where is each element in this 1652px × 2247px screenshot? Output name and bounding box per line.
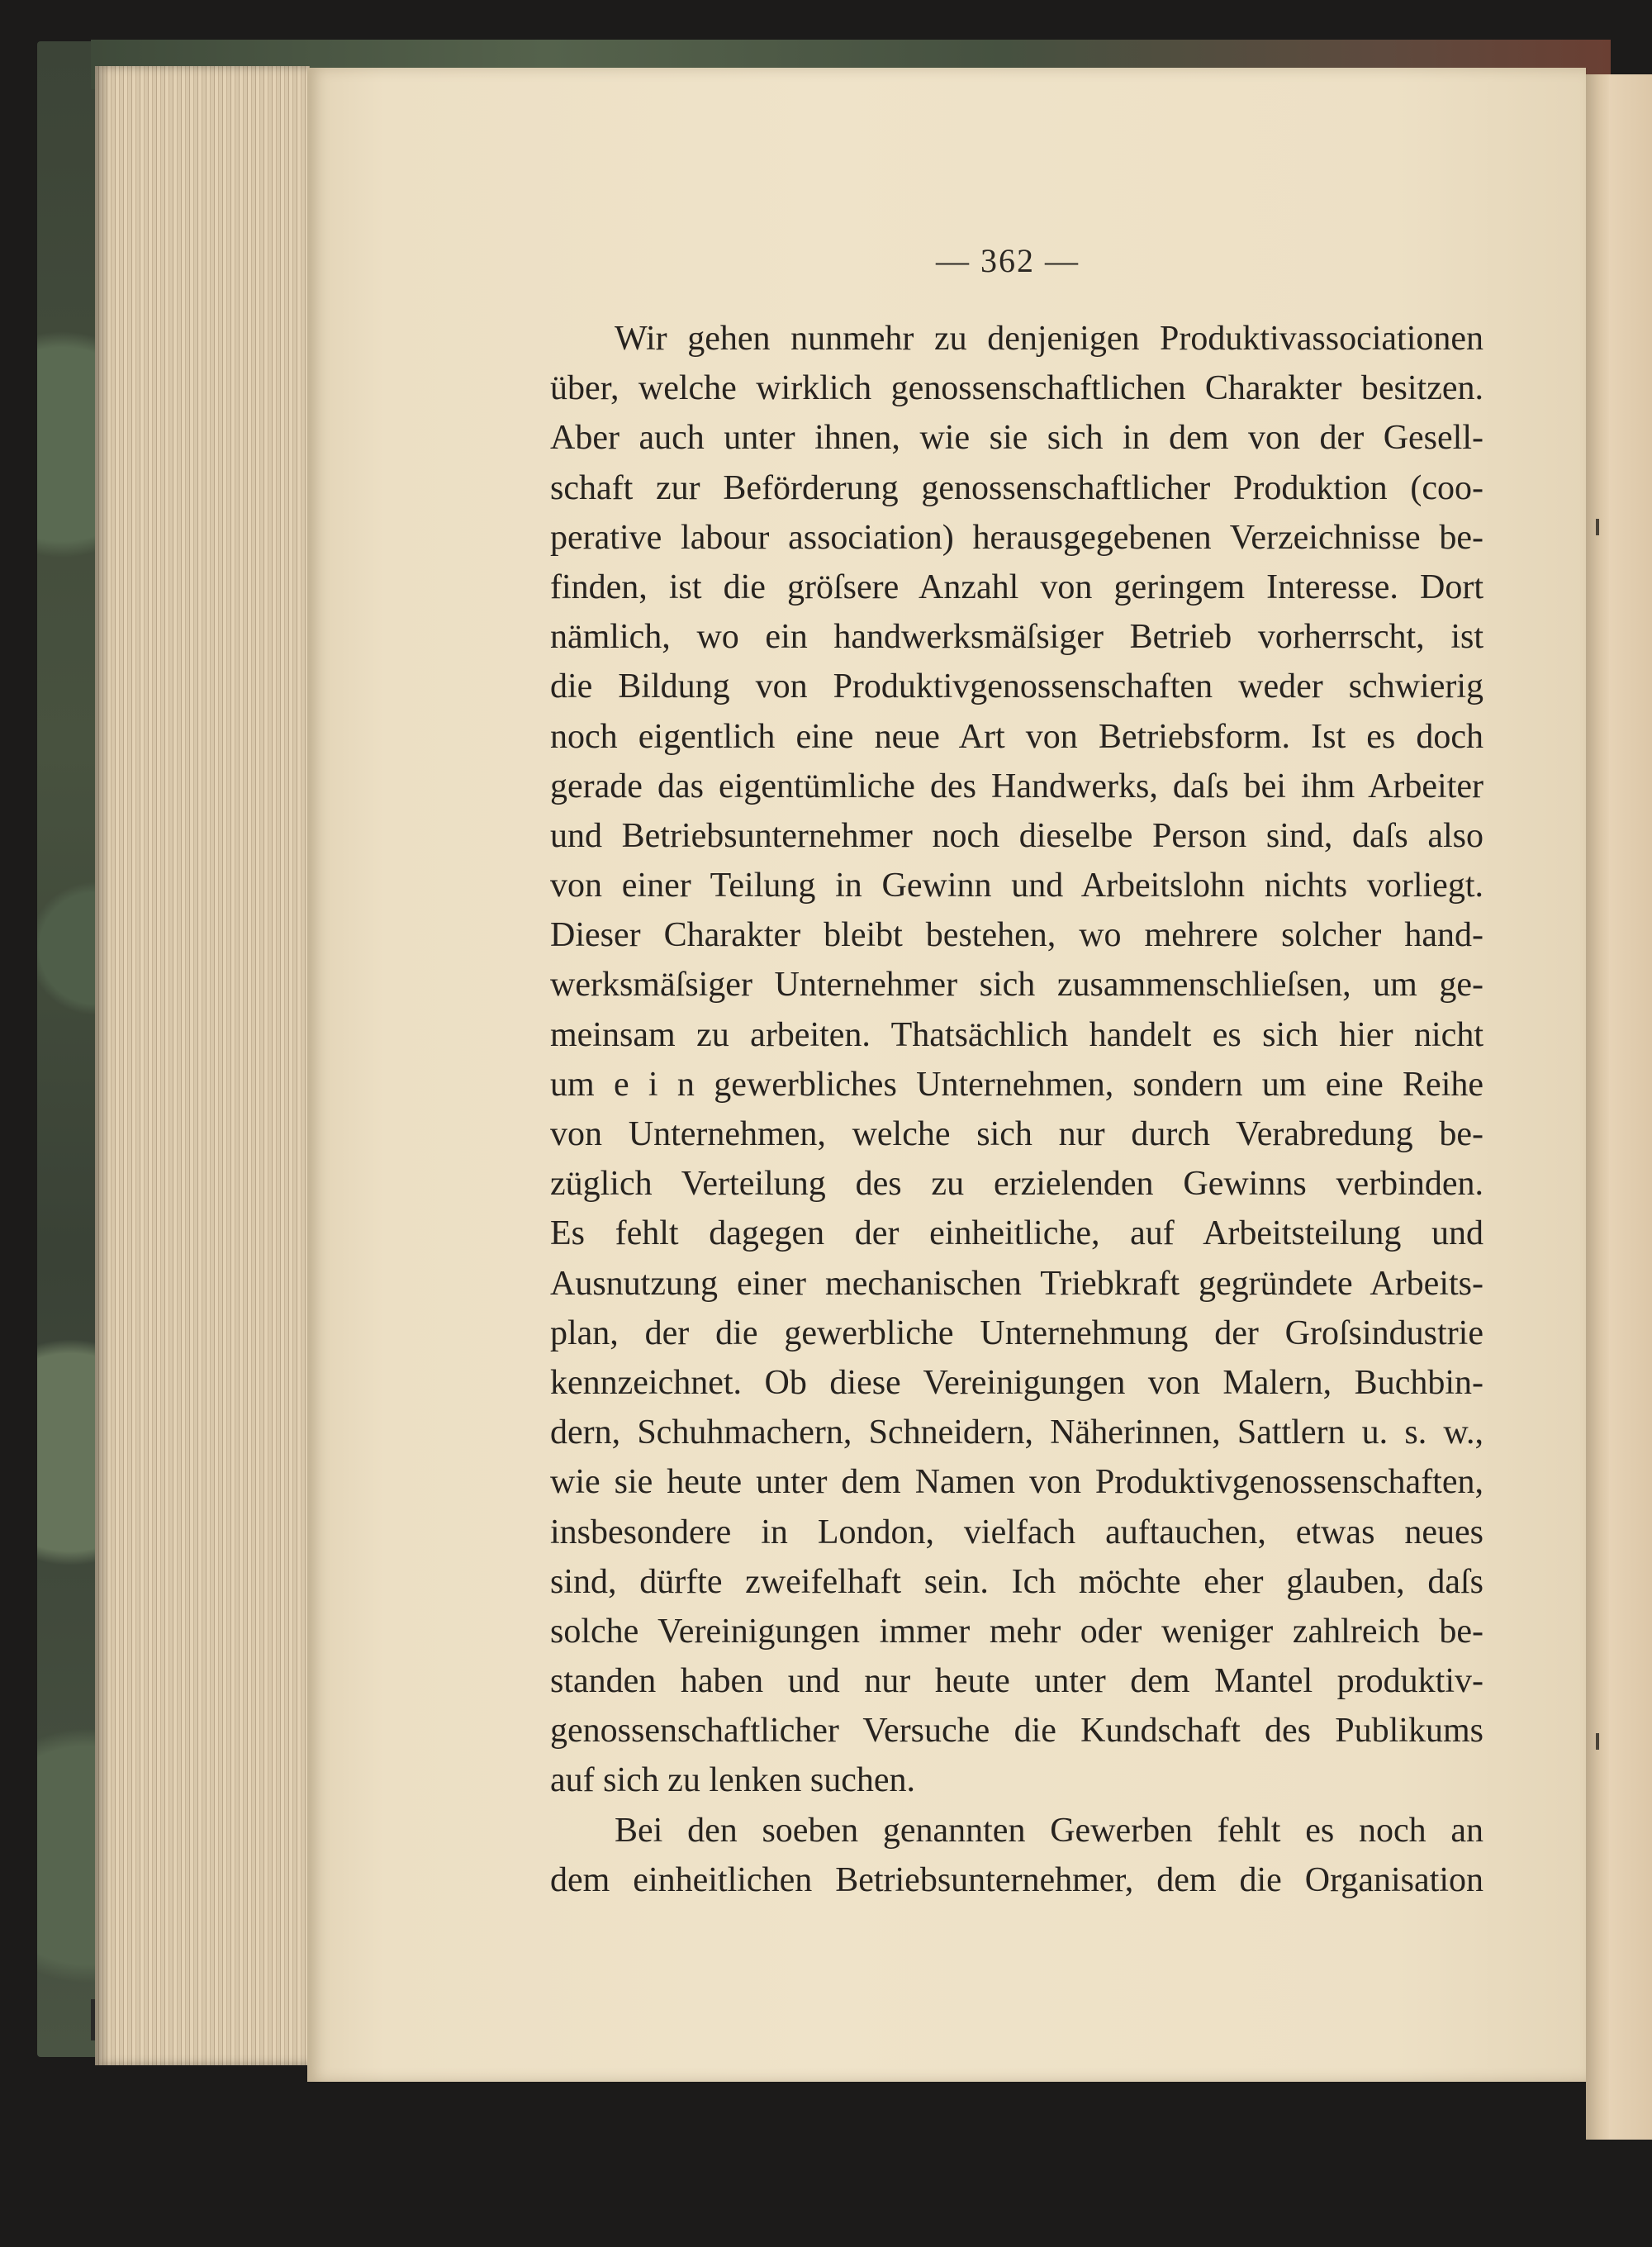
text-line: sind, dürfte zweifelhaft sein. Ich möchte eher glauben, daſs [550, 1562, 1483, 1601]
text-line: perative labour association) herausgegebenen Verzeichnisse be- [550, 518, 1483, 557]
text-line: insbesondere in London, vielfach auftauchen, etwas neues [550, 1513, 1483, 1551]
text-line: dem einheitlichen Betriebsunternehmer, dem die Organisation [550, 1860, 1483, 1899]
page-edges-stack [95, 66, 310, 2065]
text-line: züglich Verteilung des zu erzielenden Gewinns verbinden. [550, 1165, 1483, 1204]
text-line: nämlich, wo ein handwerksmäſsiger Betrieb vorherrscht, ist [550, 618, 1483, 657]
page-number: — 362 — [936, 242, 1080, 279]
text-line: Ausnutzung einer mechanischen Triebkraft gegründete Arbeits- [550, 1264, 1483, 1303]
text-line: Es fehlt dagegen der einheitliche, auf Arbeitsteilung und [550, 1214, 1483, 1253]
text-line: von Unternehmen, welche sich nur durch Verabredung be- [550, 1115, 1483, 1153]
text-line: von einer Teilung in Gewinn und Arbeitslohn nichts vorliegt. [550, 867, 1483, 905]
margin-mark [1596, 1733, 1599, 1750]
text-line: über, welche wirklich genossenschaftlichen Charakter besitzen. [550, 369, 1483, 408]
text-line: auf sich zu lenken suchen. [550, 1761, 916, 1800]
text-line: standen haben und nur heute unter dem Mantel produktiv- [550, 1662, 1483, 1701]
body-text [550, 314, 1483, 1905]
text-line: genossenschaftlicher Versuche die Kundschaft des Publikums [550, 1712, 1483, 1751]
text-line: gerade das eigentümliche des Handwerks, daſs bei ihm Arbeiter [550, 767, 1483, 805]
text-line: finden, ist die gröſsere Anzahl von geringem Interesse. Dort [550, 568, 1483, 606]
text-line: werksmäſsiger Unternehmer sich zusammenschlieſsen, um ge- [550, 966, 1483, 1005]
text-line: noch eigentlich eine neue Art von Betriebsform. Ist es doch [550, 717, 1483, 756]
text-line: schaft zur Beförderung genossenschaftlicher Produktion (coo- [550, 468, 1483, 507]
text-line: Wir gehen nunmehr zu denjenigen Produktivassociationen [615, 320, 1483, 358]
text-line: dern, Schuhmachern, Schneidern, Näherinnen, Sattlern u. s. w., [550, 1413, 1483, 1452]
text-line: und Betriebsunternehmer noch dieselbe Person sind, daſs also [550, 816, 1483, 855]
text-line: kennzeichnet. Ob diese Vereinigungen von Malern, Buchbin- [550, 1363, 1483, 1402]
text-line: um e i n gewerbliches Unternehmen, sondern um eine Reihe [550, 1065, 1483, 1104]
facing-page-edge [1609, 74, 1652, 2140]
text-line: wie sie heute unter dem Namen von Produktivgenossenschaften, [550, 1463, 1483, 1502]
text-line: Dieser Charakter bleibt bestehen, wo mehrere solcher hand- [550, 916, 1483, 955]
text-line: plan, der die gewerbliche Unternehmung der Groſsindustrie [550, 1314, 1483, 1352]
margin-mark [1596, 519, 1599, 535]
text-line: Aber auch unter ihnen, wie sie sich in dem von der Gesell- [550, 419, 1483, 458]
text-line: die Bildung von Produktivgenossenschaften weder schwierig [550, 667, 1483, 706]
paragraph [550, 1806, 1483, 1905]
text-line: solche Vereinigungen immer mehr oder weniger zahlreich be- [550, 1612, 1483, 1651]
text-line: Bei den soeben genannten Gewerben fehlt es noch an [615, 1811, 1483, 1850]
paragraph [550, 314, 1483, 1806]
page-gutter-shadow [1586, 74, 1609, 2140]
text-line: meinsam zu arbeiten. Thatsächlich handelt es sich hier nicht [550, 1015, 1483, 1054]
